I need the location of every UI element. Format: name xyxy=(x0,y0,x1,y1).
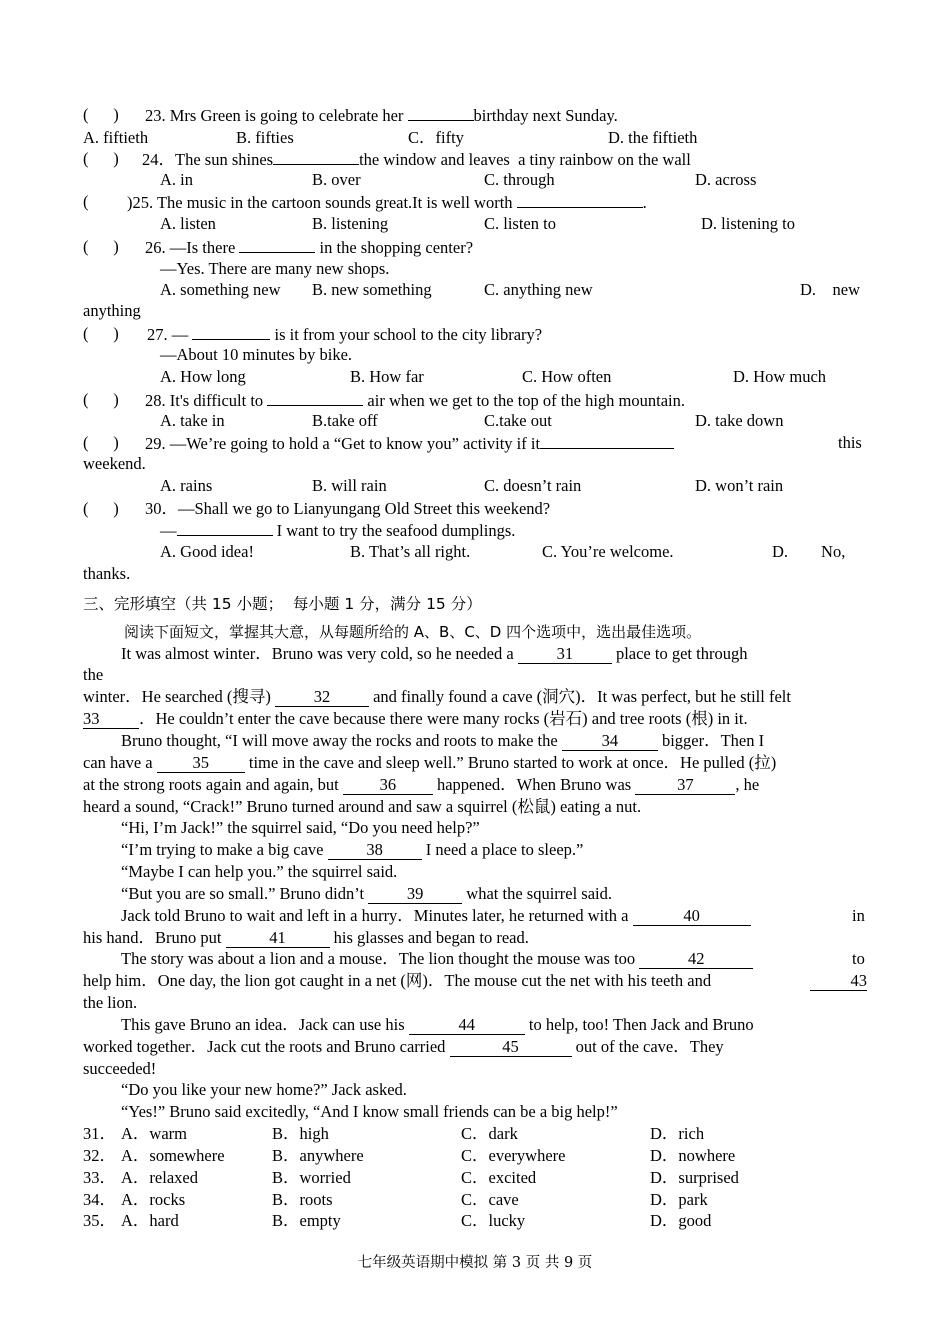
option-number: 32． xyxy=(83,1146,116,1165)
passage-line: can have a 35 time in the cave and sleep well.” Bruno started to work at once．He pulled (拉) xyxy=(83,753,777,772)
answer-paren-24[interactable]: ( ) xyxy=(83,149,119,168)
option-b: B. will rain xyxy=(312,476,387,495)
option-d: D. How much xyxy=(733,367,827,386)
option-d: D. won’t rain xyxy=(695,476,784,495)
option-c[interactable]: C．everywhere xyxy=(461,1146,566,1165)
option-a[interactable]: A．hard xyxy=(121,1211,179,1230)
blank-36[interactable]: 36 xyxy=(343,776,433,795)
option-b[interactable]: B．high xyxy=(272,1124,329,1143)
blank-34[interactable]: 34 xyxy=(562,732,658,751)
page-footer: 七年级英语期中模拟 第 3 页 共 9 页 xyxy=(357,1255,593,1271)
blank-41[interactable]: 41 xyxy=(226,929,330,948)
option-b: B. over xyxy=(312,170,361,189)
option-d[interactable]: D．nowhere xyxy=(650,1146,736,1165)
option-a: A. take in xyxy=(160,411,225,430)
option-c: C. doesn’t rain xyxy=(484,476,582,495)
option-a: A. How long xyxy=(160,367,246,386)
blank-32[interactable]: 32 xyxy=(275,688,369,707)
option-a: A. fiftieth xyxy=(83,128,149,147)
answer-paren-30[interactable]: ( ) xyxy=(83,499,119,518)
section-heading: 三、完形填空（共 15 小题； 每小题 1 分，满分 15 分） xyxy=(83,595,482,613)
question-stem: 23. Mrs Green is going to celebrate her birthday next Sunday. xyxy=(145,106,618,125)
blank-43-wrap xyxy=(810,970,867,992)
passage-line: “Yes!” Bruno said excitedly, “And I know small friends can be a big help!” xyxy=(121,1102,618,1121)
option-c[interactable]: C．excited xyxy=(461,1168,537,1187)
passage-line: help him．One day, the lion got caught in a net (网)．The mouse cut the net with his teeth and xyxy=(83,971,712,990)
option-d[interactable]: D．surprised xyxy=(650,1168,739,1187)
option-a: A. listen xyxy=(160,214,216,233)
option-d: D. new xyxy=(800,280,861,299)
option-d[interactable]: D．rich xyxy=(650,1124,705,1143)
answer-paren-26[interactable]: ( ) xyxy=(83,237,119,256)
option-d[interactable]: D．park xyxy=(650,1190,708,1209)
passage-line: “Do you like your new home?” Jack asked. xyxy=(121,1080,407,1099)
option-c: C. anything new xyxy=(484,280,593,299)
option-b: B. listening xyxy=(312,214,389,233)
option-c[interactable]: C．dark xyxy=(461,1124,518,1143)
passage-line: “I’m trying to make a big cave 38 I need a place to sleep.” xyxy=(121,840,584,859)
option-a[interactable]: A．somewhere xyxy=(121,1146,225,1165)
option-d: D. take down xyxy=(695,411,784,430)
option-number: 35． xyxy=(83,1211,116,1230)
passage-line: worked together．Jack cut the roots and Bruno carried 45 out of the cave．They xyxy=(83,1037,724,1056)
option-d-continued: thanks. xyxy=(83,564,131,583)
answer-paren-27[interactable]: ( ) xyxy=(83,324,119,343)
blank-37[interactable]: 37 xyxy=(635,776,735,795)
passage-line: “Maybe I can help you.” the squirrel said. xyxy=(121,862,398,881)
question-stem-end: this xyxy=(838,433,862,452)
answer-paren-28[interactable]: ( ) xyxy=(83,390,119,409)
blank-40[interactable]: 40 xyxy=(633,907,751,926)
option-b: B. new something xyxy=(312,280,432,299)
passage-line: This gave Bruno an idea．Jack can use his 44 to help, too! Then Jack and Bruno xyxy=(121,1015,754,1034)
passage-line: the xyxy=(83,665,104,684)
option-b: B. fifties xyxy=(236,128,294,147)
passage-line: 33 ．He couldn’t enter the cave because there were many rocks (岩石) and tree roots (根) in it. xyxy=(83,709,748,728)
option-number: 33． xyxy=(83,1168,116,1187)
passage-line: The story was about a lion and a mouse．The lion thought the mouse was too 42 xyxy=(121,948,753,970)
passage-line: Jack told Bruno to wait and left in a hurry．Minutes later, he returned with a 40 xyxy=(121,905,751,927)
question-stem: 27. — is it from your school to the city library? xyxy=(147,325,543,344)
option-d: D. No, xyxy=(772,542,846,561)
option-c: C.take out xyxy=(484,411,552,430)
option-number: 31． xyxy=(83,1124,116,1143)
answer-paren-29[interactable]: ( ) xyxy=(83,433,119,452)
question-stem: 24．The sun shines the window and leaves a tiny rainbow on the wall xyxy=(142,150,691,169)
passage-line: at the strong roots again and again, but 36 happened．When Bruno was 37 , he xyxy=(83,775,760,794)
dialogue-reply: — I want to try the seafood dumplings. xyxy=(160,521,516,540)
option-b: B. That’s all right. xyxy=(350,542,471,561)
option-d: D. listening to xyxy=(701,214,795,233)
option-a: A. something new xyxy=(160,280,281,299)
option-number: 34． xyxy=(83,1190,116,1209)
passage-line: his hand．Bruno put 41 his glasses and began to read. xyxy=(83,928,529,947)
blank-44[interactable]: 44 xyxy=(409,1016,525,1035)
passage-line: “Hi, I’m Jack!” the squirrel said, “Do you need help?” xyxy=(121,818,480,837)
option-c: C. listen to xyxy=(484,214,556,233)
option-a: A. Good idea! xyxy=(160,542,254,561)
blank-43[interactable]: 43 xyxy=(810,972,867,991)
blank-42[interactable]: 42 xyxy=(639,950,753,969)
blank-45[interactable]: 45 xyxy=(450,1038,572,1057)
option-b[interactable]: B．anywhere xyxy=(272,1146,364,1165)
passage-line-end: in xyxy=(852,906,865,925)
blank-31[interactable]: 31 xyxy=(518,645,612,664)
option-a: A. rains xyxy=(160,476,213,495)
section-instruction: 阅读下面短文，掌握其大意，从每题所给的 A、B、C、D 四个选项中，选出最佳选项。 xyxy=(124,623,702,641)
blank-35[interactable]: 35 xyxy=(157,754,245,773)
option-c[interactable]: C．cave xyxy=(461,1190,519,1209)
passage-line: “But you are so small.” Bruno didn’t 39 what the squirrel said. xyxy=(121,884,613,903)
blank-39[interactable]: 39 xyxy=(368,885,462,904)
question-stem: 28. It's difficult to air when we get to the top of the high mountain. xyxy=(145,391,685,410)
question-stem: )25. The music in the cartoon sounds great.It is well worth . xyxy=(127,193,647,212)
option-a[interactable]: A．warm xyxy=(121,1124,187,1143)
answer-paren-25[interactable]: ( xyxy=(83,192,110,211)
option-b[interactable]: B．roots xyxy=(272,1190,333,1209)
option-d[interactable]: D．good xyxy=(650,1211,712,1230)
question-stem-continued: weekend. xyxy=(83,454,146,473)
dialogue-reply: —About 10 minutes by bike. xyxy=(160,345,353,364)
option-c: C. How often xyxy=(522,367,612,386)
blank-38[interactable]: 38 xyxy=(328,841,422,860)
option-d: D. across xyxy=(695,170,757,189)
passage-line: heard a sound, “Crack!” Bruno turned around and saw a squirrel (松鼠) eating a nut. xyxy=(83,797,642,816)
option-b[interactable]: B．empty xyxy=(272,1211,341,1230)
passage-line: succeeded! xyxy=(83,1059,157,1078)
passage-line-end: to xyxy=(852,949,865,968)
option-b: B. How far xyxy=(350,367,424,386)
passage-line: the lion. xyxy=(83,993,138,1012)
question-stem: 29. —We’re going to hold a “Get to know you” activity if it xyxy=(145,432,674,455)
option-a[interactable]: A．relaxed xyxy=(121,1168,198,1187)
passage-line: winter．He searched (搜寻) 32 and finally found a cave (洞穴)．It was perfect, but he still felt xyxy=(83,687,791,706)
option-d: D. the fiftieth xyxy=(608,128,698,147)
option-a[interactable]: A．rocks xyxy=(121,1190,186,1209)
passage-line: Bruno thought, “I will move away the rocks and roots to make the 34 bigger．Then I xyxy=(121,731,765,750)
option-c: C. through xyxy=(484,170,555,189)
option-b: B.take off xyxy=(312,411,378,430)
question-stem: 26. —Is there in the shopping center? xyxy=(145,238,474,257)
option-d-continued: anything xyxy=(83,301,141,320)
answer-paren-23[interactable]: ( ) xyxy=(83,105,119,124)
passage-line: It was almost winter．Bruno was very cold, so he needed a 31 place to get through xyxy=(121,644,748,663)
option-a: A. in xyxy=(160,170,193,189)
option-c[interactable]: C．lucky xyxy=(461,1211,526,1230)
option-b[interactable]: B．worried xyxy=(272,1168,351,1187)
blank-33[interactable]: 33 xyxy=(83,710,139,729)
option-c: C. You’re welcome. xyxy=(542,542,674,561)
option-c: C．fifty xyxy=(408,128,464,147)
dialogue-reply: —Yes. There are many new shops. xyxy=(160,259,390,278)
question-stem: 30．—Shall we go to Lianyungang Old Street this weekend? xyxy=(145,499,551,518)
